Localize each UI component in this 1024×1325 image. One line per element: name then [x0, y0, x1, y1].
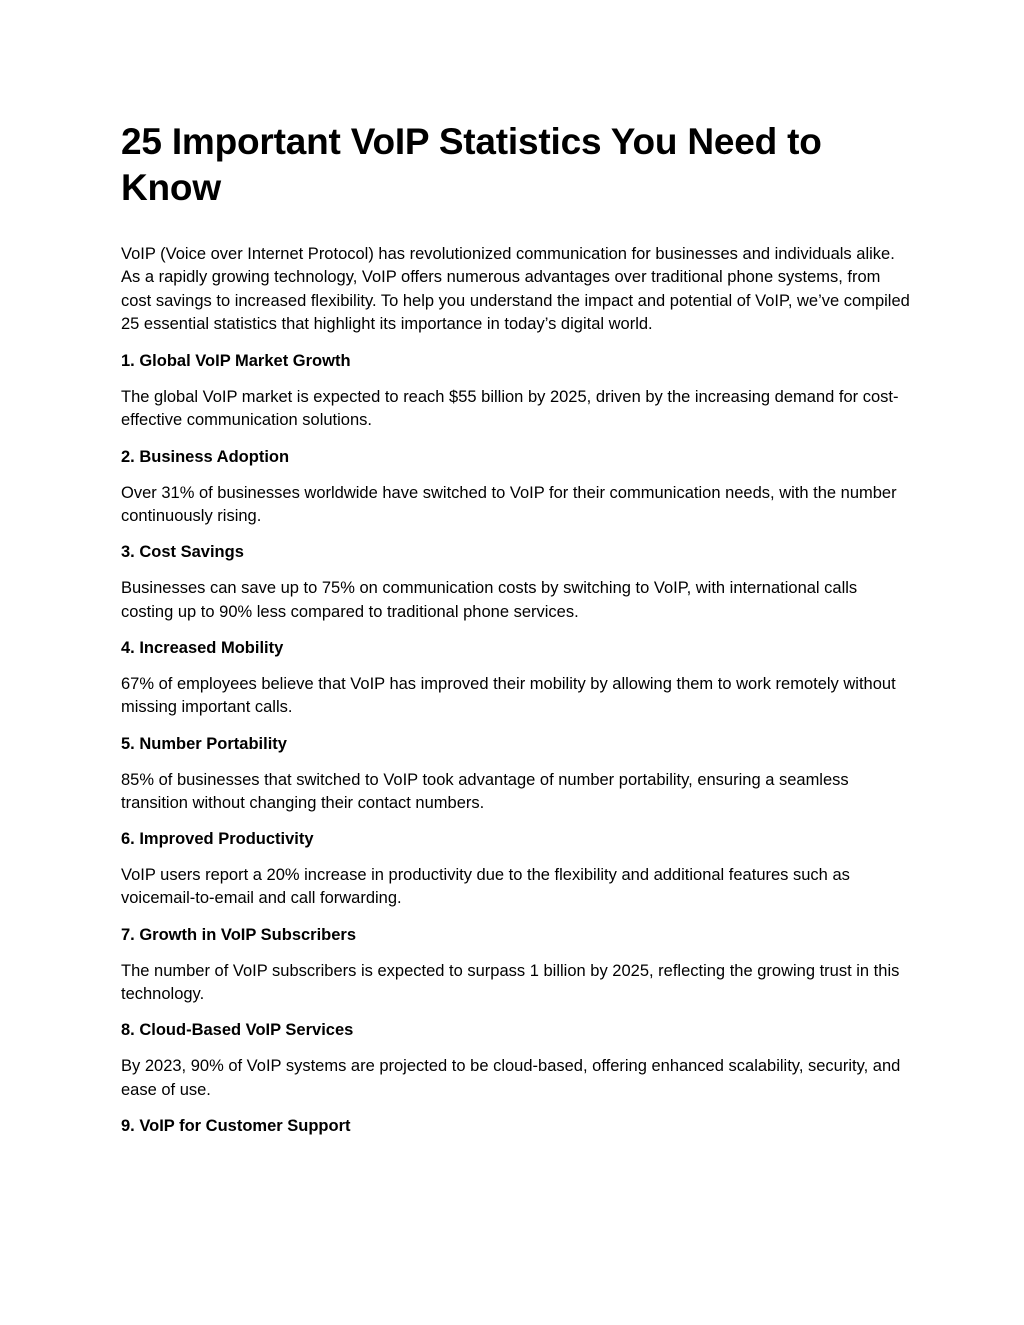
section-2 — [121, 446, 914, 529]
section-7 — [121, 924, 914, 1007]
section-body: 67% of employees believe that VoIP has improved their mobility by allowing them to work remotely without missing important calls. — [121, 674, 896, 717]
section-body: 85% of businesses that switched to VoIP took advantage of number portability, ensuring a seamless transition without changing their contact numbers. — [121, 770, 849, 812]
section-body: By 2023, 90% of VoIP systems are projected to be cloud-based, offering enhanced scalability, security, and ease of use. — [121, 1057, 901, 1099]
section-body: The number of VoIP subscribers is expected to surpass 1 billion by 2025, reflecting the growing trust in this technology. — [121, 961, 900, 1004]
section-heading: 6. Improved Productivity — [121, 830, 314, 849]
section-heading: 3. Cost Savings — [121, 543, 244, 562]
section-8 — [121, 1019, 914, 1102]
section-body: Over 31% of businesses worldwide have switched to VoIP for their communication needs, with the number continuously rising. — [121, 483, 897, 526]
page-title: 25 Important VoIP Statistics You Need to Know — [121, 121, 822, 208]
section-body: VoIP users report a 20% increase in productivity due to the flexibility and additional features such as voicemail-to-email and call forwarding. — [121, 866, 850, 908]
section-4 — [121, 637, 914, 720]
section-heading: 2. Business Adoption — [121, 447, 290, 466]
section-heading: 9. VoIP for Customer Support — [121, 1116, 351, 1135]
section-body: The global VoIP market is expected to reach $55 billion by 2025, driven by the increasing demand for cost-effective communication solutions. — [121, 388, 899, 430]
section-heading: 4. Increased Mobility — [121, 638, 284, 657]
section-3 — [121, 541, 914, 624]
intro-paragraph: VoIP (Voice over Internet Protocol) has revolutionized communication for businesses and individuals alike. As a rapidly growing technology, VoIP offers numerous advantages over traditional phone systems, from cost savings to increased flexibility. To help you understand the impact and potential of VoIP, we’ve compiled 25 essential statistics that highlight its importance in today’s digital world. — [121, 245, 910, 333]
section-1 — [121, 350, 914, 433]
section-heading: 1. Global VoIP Market Growth — [121, 352, 351, 371]
section-heading: 5. Number Portability — [121, 734, 287, 753]
section-heading: 8. Cloud-Based VoIP Services — [121, 1021, 354, 1040]
section-6 — [121, 828, 914, 911]
section-9 — [121, 1115, 914, 1138]
section-5 — [121, 733, 914, 816]
section-heading: 7. Growth in VoIP Subscribers — [121, 925, 357, 944]
section-body: Businesses can save up to 75% on communication costs by switching to VoIP, with international calls costing up to 90% less compared to traditional phone services. — [121, 579, 858, 621]
